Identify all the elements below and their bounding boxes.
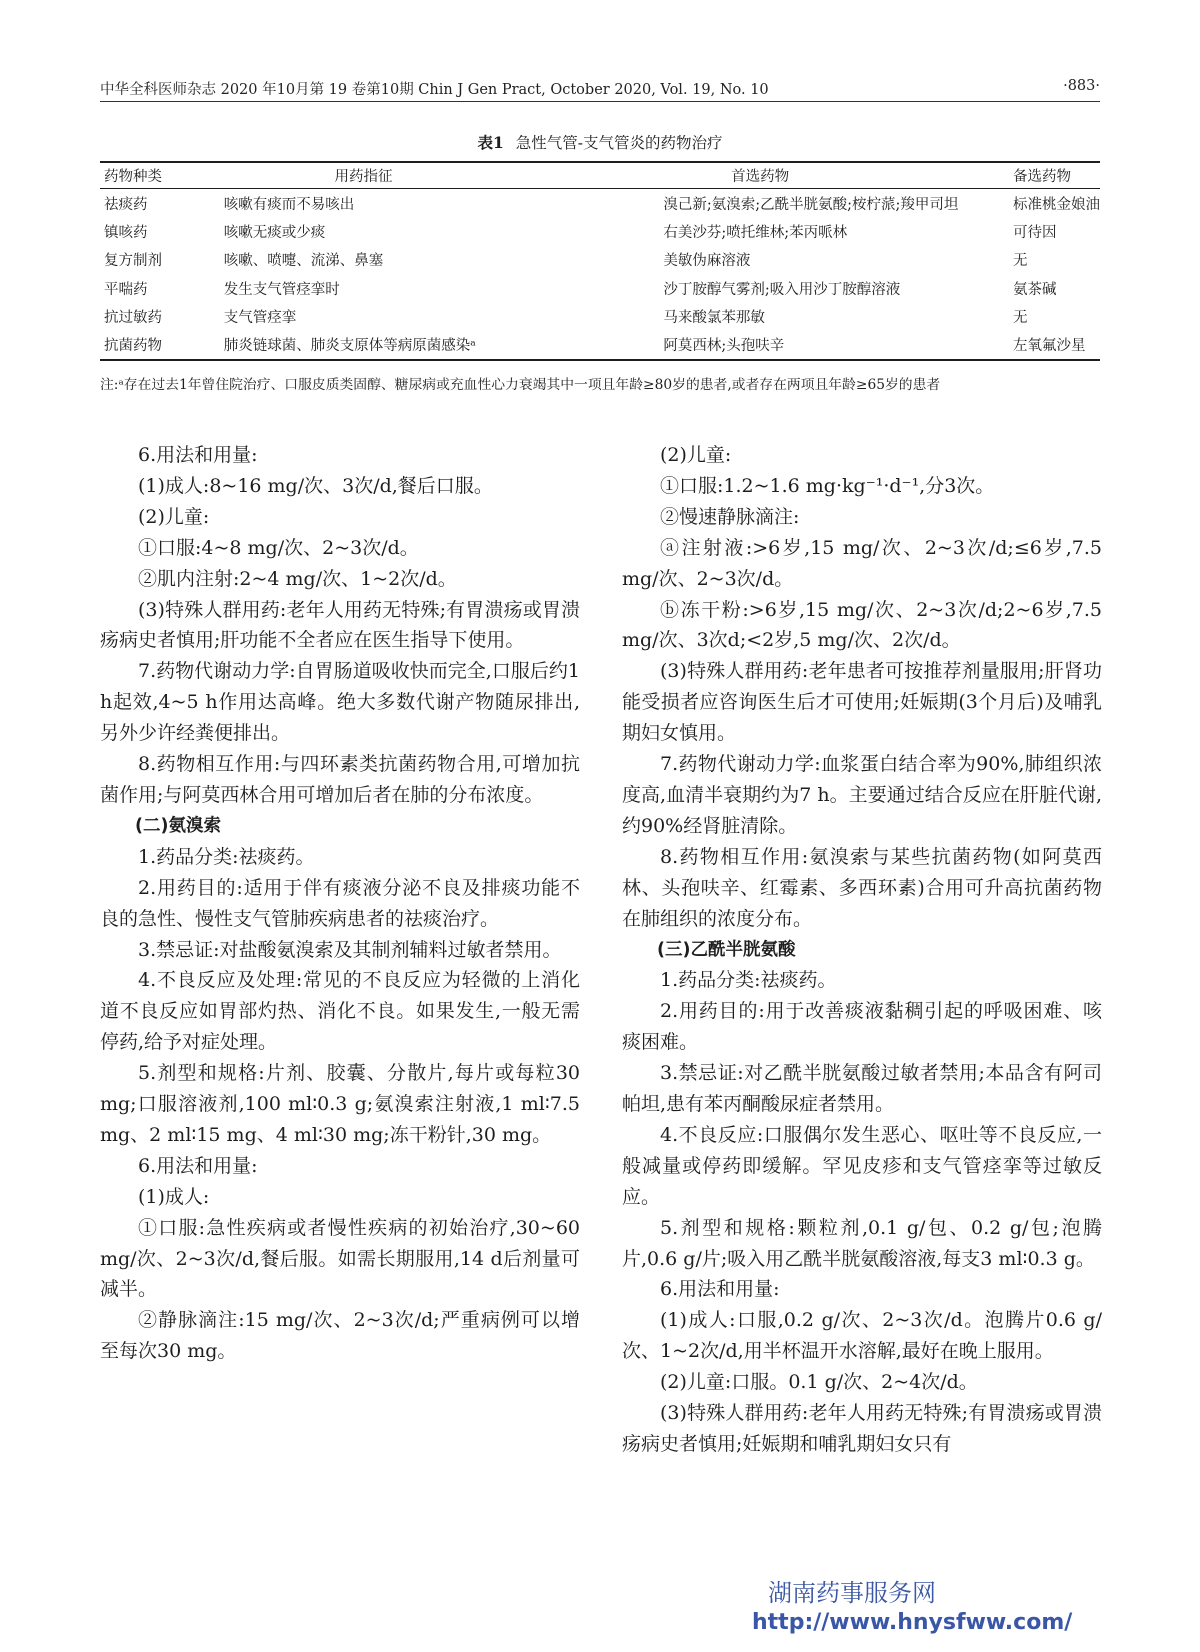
column-header: 用药指征 [334, 169, 393, 185]
watermark-url: http://www.hnysfww.com/ [752, 1610, 1073, 1635]
table-cell: 可待因 [1013, 224, 1057, 241]
table-cell: 复方制剂 [104, 253, 162, 270]
table-cell: 溴己新;氨溴索;乙酰半胱氨酸;桉柠蒎;羧甲司坦 [663, 196, 959, 213]
column-header: 备选药物 [1013, 169, 1071, 185]
table-cell: 阿莫西林;头孢呋辛 [663, 338, 785, 355]
table-cell: 马来酸氯苯那敏 [663, 309, 765, 326]
body-paragraph: ①口服:4~8 mg/次、2~3次/d。 [138, 536, 419, 559]
table-row [100, 217, 1100, 245]
table-number: 表1 [477, 133, 504, 152]
body-paragraph: (2)儿童:口服。0.1 g/次、2~4次/d。 [660, 1371, 978, 1394]
table-row [100, 302, 1100, 330]
table-row [100, 246, 1100, 274]
body-paragraph: ⓐ注射液:>6岁,15 mg/次、2~3次/d;≤6岁,7.5 mg/次、2~3次/d。 [622, 536, 1102, 590]
table-cell: 镇咳药 [104, 224, 148, 241]
body-paragraph: 3.禁忌证:对盐酸氨溴索及其制剂辅料过敏者禁用。 [138, 938, 562, 961]
body-paragraph: (2)儿童: [138, 505, 210, 528]
table-cell: 肺炎链球菌、肺炎支原体等病原菌感染ᵃ [223, 338, 476, 355]
body-paragraph: ②静脉滴注:15 mg/次、2~3次/d;严重病例可以增至每次30 mg。 [100, 1309, 580, 1363]
body-paragraph: (1)成人:8~16 mg/次、3次/d,餐后口服。 [138, 474, 493, 497]
table-cell: 咳嗽有痰而不易咳出 [223, 196, 355, 213]
body-paragraph: ①口服:1.2~1.6 mg·kg⁻¹·d⁻¹,分3次。 [660, 474, 995, 497]
body-paragraph: (2)儿童: [660, 444, 732, 466]
section-heading: (三)乙酰半胱氨酸 [657, 939, 796, 960]
table-cell: 抗过敏药 [104, 309, 162, 326]
body-paragraph: ②肌内注射:2~4 mg/次、1~2次/d。 [138, 567, 457, 590]
section-heading: (二)氨溴索 [135, 815, 221, 836]
left-text-column [100, 440, 580, 1367]
table-cell: 无 [1013, 253, 1028, 270]
body-paragraph: 4.不良反应:口服偶尔发生恶心、呕吐等不良反应,一般减量或停药即缓解。罕见皮疹和支气管痉挛等过敏反应。 [622, 1123, 1102, 1208]
table-cell: 右美沙芬;喷托维林;苯丙哌林 [663, 224, 848, 241]
body-paragraph: 2.用药目的:用于改善痰液黏稠引起的呼吸困难、咳痰困难。 [622, 1000, 1102, 1054]
body-paragraph: ②慢速静脉滴注: [660, 505, 800, 528]
drug-therapy-table [100, 161, 1100, 361]
body-paragraph: 3.禁忌证:对乙酰半胱氨酸过敏者禁用;本品含有阿司帕坦,患有苯丙酮酸尿症者禁用。 [622, 1062, 1102, 1116]
table-cell: 祛痰药 [104, 196, 148, 213]
table-cell: 抗菌药物 [104, 338, 162, 355]
body-paragraph: (1)成人:口服,0.2 g/次、2~3次/d。泡腾片0.6 g/次、1~2次/d,用半杯温开水溶解,最好在晚上服用。 [622, 1309, 1102, 1363]
body-paragraph: 8.药物相互作用:氨溴索与某些抗菌药物(如阿莫西林、头孢呋辛、红霉素、多西环素)合用可升高抗菌药物在肺组织的浓度分布。 [622, 845, 1102, 930]
body-paragraph: 1.药品分类:祛痰药。 [660, 969, 837, 992]
body-paragraph: 8.药物相互作用:与四环素类抗菌药物合用,可增加抗菌作用;与阿莫西林合用可增加后者在肺的分布浓度。 [100, 753, 580, 806]
body-paragraph: (3)特殊人群用药:老年人用药无特殊;有胃溃疡或胃溃疡病史者慎用;妊娠期和哺乳期妇女只有 [622, 1402, 1102, 1455]
table-row [100, 330, 1100, 359]
body-paragraph: 1.药品分类:祛痰药。 [138, 845, 315, 868]
table-cell: 美敏伪麻溶液 [663, 253, 751, 270]
page-number: ·883· [1063, 78, 1100, 94]
body-paragraph: ①口服:急性疾病或者慢性疾病的初始治疗,30~60 mg/次、2~3次/d,餐后服。如需长期服用,14 d后剂量可减半。 [100, 1216, 580, 1301]
body-paragraph: 4.不良反应及处理:常见的不良反应为轻微的上消化道不良反应如胃部灼热、消化不良。如果发生,一般无需停药,给予对症处理。 [100, 969, 580, 1054]
table-header-row [100, 162, 1100, 189]
table-cell: 咳嗽、喷嚏、流涕、鼻塞 [223, 253, 384, 270]
body-paragraph: 5.剂型和规格:颗粒剂,0.1 g/包、0.2 g/包;泡腾片,0.6 g/片;吸入用乙酰半胱氨酸溶液,每支3 ml∶0.3 g。 [622, 1216, 1102, 1270]
body-paragraph: 2.用药目的:适用于伴有痰液分泌不良及排痰功能不良的急性、慢性支气管肺疾病患者的祛痰治疗。 [100, 876, 580, 930]
body-paragraph: (3)特殊人群用药:老年人用药无特殊;有胃溃疡或胃溃疡病史者慎用;肝功能不全者应在医生指导下使用。 [100, 598, 580, 652]
body-paragraph: 6.用法和用量: [138, 444, 258, 466]
header-rule [100, 101, 1100, 102]
table-cell: 沙丁胺醇气雾剂;吸入用沙丁胺醇溶液 [663, 281, 901, 298]
table-footnote: 注:ᵃ存在过去1年曾住院治疗、口服皮质类固醇、糖尿病或充血性心力衰竭其中一项且年龄≥80岁的患者,或者存在两项且年龄≥65岁的患者 [100, 377, 941, 393]
table-cell: 无 [1013, 309, 1028, 326]
column-header: 首选药物 [731, 169, 790, 185]
journal-citation: 中华全科医师杂志 2020 年10月第 19 卷第10期 Chin J Gen Pract, October 2020, Vol. 19, No. 10 [100, 82, 769, 98]
table-cell: 标准桃金娘油 [1013, 196, 1100, 213]
table-row [100, 189, 1100, 218]
body-paragraph: 6.用法和用量: [660, 1278, 780, 1301]
body-paragraph: 5.剂型和规格:片剂、胶囊、分散片,每片或每粒30 mg;口服溶液剂,100 ml∶0.3 g;氨溴索注射液,1 ml∶7.5 mg、2 ml∶15 mg、4 ml∶30 mg;冻干粉针,30 mg。 [100, 1062, 580, 1146]
table-cell: 咳嗽无痰或少痰 [223, 224, 326, 241]
body-paragraph: ⓑ冻干粉:>6岁,15 mg/次、2~3次/d;2~6岁,7.5 mg/次、3次d;<2岁,5 mg/次、2次/d。 [622, 598, 1102, 652]
table-title: 急性气管-支气管炎的药物治疗 [515, 134, 723, 152]
body-paragraph: 6.用法和用量: [138, 1154, 258, 1177]
table-row [100, 274, 1100, 302]
table-cell: 发生支气管痉挛时 [223, 281, 340, 298]
table-cell: 支气管痉挛 [223, 309, 297, 326]
table-cell: 平喘药 [104, 281, 148, 298]
column-header: 药物种类 [104, 169, 162, 185]
body-paragraph: (1)成人: [138, 1185, 210, 1208]
body-paragraph: (3)特殊人群用药:老年患者可按推荐剂量服用;肝肾功能受损者应咨询医生后才可使用;妊娠期(3个月后)及哺乳期妇女慎用。 [622, 660, 1102, 745]
body-paragraph: 7.药物代谢动力学:血浆蛋白结合率为90%,肺组织浓度高,血清半衰期约为7 h。主要通过结合反应在肝脏代谢,约90%经肾脏清除。 [622, 753, 1102, 837]
table-cell: 左氧氟沙星 [1013, 338, 1086, 355]
right-text-column [622, 440, 1102, 1460]
site-watermark [752, 1578, 1072, 1638]
watermark-site-name: 湖南药事服务网 [768, 1579, 936, 1607]
table-cell: 氨茶碱 [1013, 281, 1057, 298]
body-paragraph: 7.药物代谢动力学:自胃肠道吸收快而完全,口服后约1 h起效,4~5 h作用达高峰。绝大多数代谢产物随尿排出,另外少许经粪便排出。 [100, 660, 580, 745]
table-caption [100, 131, 1100, 153]
